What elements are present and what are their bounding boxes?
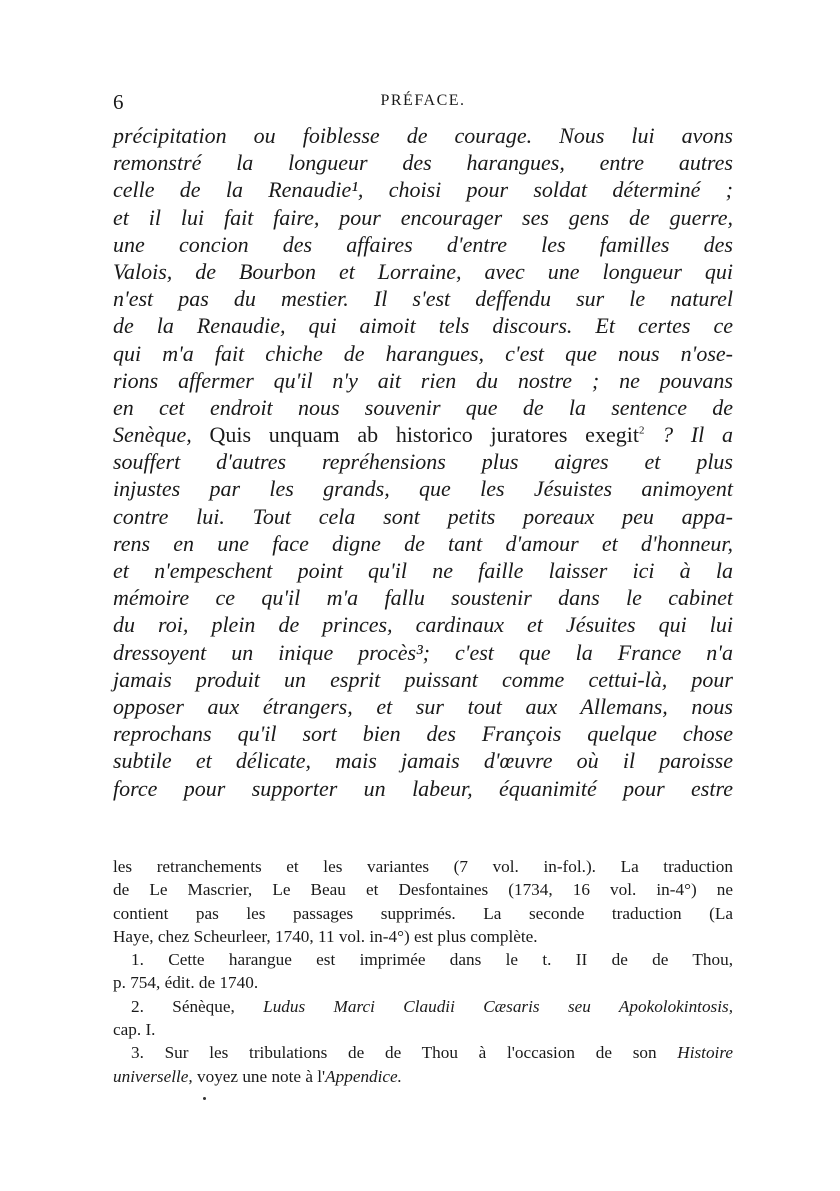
body-line: opposer aux étrangers, et sur tout aux Allemans, nous <box>113 693 733 719</box>
body-line: jamais produit un esprit puissant comme cettui-là, pour <box>113 666 733 692</box>
body-line: et n'empeschent point qu'il ne faille laisser ici à la <box>113 558 733 583</box>
body-line: contre lui. Tout cela sont petits poreaux peu appa- <box>113 503 733 529</box>
body-line: dressoyent un inique procès³; c'est que la France n'a <box>113 639 733 665</box>
ink-speck <box>203 1097 206 1100</box>
body-line: reprochans qu'il sort bien des François quelque chose <box>113 721 733 747</box>
body-line: qui m'a fait chiche de harangues, c'est que nous n'ose- <box>113 340 733 366</box>
body-line: du roi, plein de princes, cardinaux et Jésuites qui lui <box>113 612 733 638</box>
body-line: et il lui fait faire, pour encourager ses gens de guerre, <box>113 204 733 230</box>
footnote-3-title: Histoire <box>677 1043 733 1063</box>
body-line: de la Renaudie, qui aimoit tels discours. Et certes ce <box>113 313 733 339</box>
body-line: force pour supporter un labeur, équanimité pour estre <box>113 775 733 801</box>
footnote-1: 1. Cette harangue est imprimée dans le t. II de de Thou, <box>131 950 733 970</box>
footnote-continuation-line: contient pas les passages supprimés. La seconde traduction (La <box>113 903 733 923</box>
body-line: rens en une face digne de tant d'amour et d'honneur, <box>113 530 733 556</box>
page-header <box>113 90 733 118</box>
body-line: subtile et délicate, mais jamais d'œuvre où il paroisse <box>113 748 733 774</box>
footnote-3-cont <box>113 1065 733 1088</box>
footnote-continuation-line: de Le Mascrier, Le Beau et Desfontaines (1734, 16 vol. in-4°) ne <box>113 880 733 900</box>
latin-quote: Quis unquam ab historico juratores exegit <box>209 422 639 448</box>
body-line: celle de la Renaudie¹, choisi pour soldat déterminé ; <box>113 177 733 203</box>
footnote-mark: 2 <box>638 424 645 437</box>
footnote-continuation-line: les retranchements et les variantes (7 vol. in-fol.). La traduction <box>113 857 733 876</box>
footnote-2-title: Ludus Marci Claudii Cæsaris seu Apokolokintosis, <box>263 996 733 1016</box>
line-italic-end: ? Il a <box>644 422 733 448</box>
body-line: remonstré la longueur des harangues, entre autres <box>113 150 733 176</box>
body-line: en cet endroit nous souvenir que de la sentence de <box>113 394 733 420</box>
footnote-continuation-line: Haye, chez Scheurleer, 1740, 11 vol. in-4°) est plus complète. <box>113 926 538 946</box>
footnote-3 <box>113 1041 733 1064</box>
footnote-2-cont: cap. I. <box>113 1020 156 1040</box>
body-line: rions affermer qu'il n'y ait rien du nostre ; ne pouvans <box>113 367 733 393</box>
footnote-3-appendix: Appendice. <box>325 1066 402 1086</box>
page-number: 6 <box>113 90 124 114</box>
body-line: mémoire ce qu'il m'a fallu soustenir dans le cabinet <box>113 585 733 611</box>
line-italic-start: Senèque, <box>113 422 210 448</box>
footnote-1-cont: p. 754, édit. de 1740. <box>113 973 259 993</box>
footnote-3-title-cont: universelle, <box>113 1066 193 1086</box>
body-line: Valois, de Bourbon et Lorraine, avec une longueur qui <box>113 258 733 284</box>
body-line-latin-quote <box>113 421 733 448</box>
body-line: une concion des affaires d'entre les familles des <box>113 231 733 257</box>
footnote-3-middle: voyez une note à l' <box>192 1066 326 1086</box>
running-title: PRÉFACE. <box>380 92 466 109</box>
main-text <box>113 122 733 802</box>
footnote-2 <box>113 995 733 1018</box>
body-line: souffert d'autres repréhensions plus aigres et plus <box>113 449 733 475</box>
footnote-2-prefix: 2. Sénèque, <box>131 996 264 1016</box>
footnote-3-prefix: 3. Sur les tribulations de de Thou à l'occasion de son <box>131 1043 678 1063</box>
body-line: précipitation ou foiblesse de courage. Nous lui avons <box>113 123 733 148</box>
body-line: injustes par les grands, que les Jésuistes animoyent <box>113 476 733 502</box>
footnotes <box>113 855 733 1088</box>
body-line: n'est pas du mestier. Il s'est deffendu sur le naturel <box>113 286 733 312</box>
